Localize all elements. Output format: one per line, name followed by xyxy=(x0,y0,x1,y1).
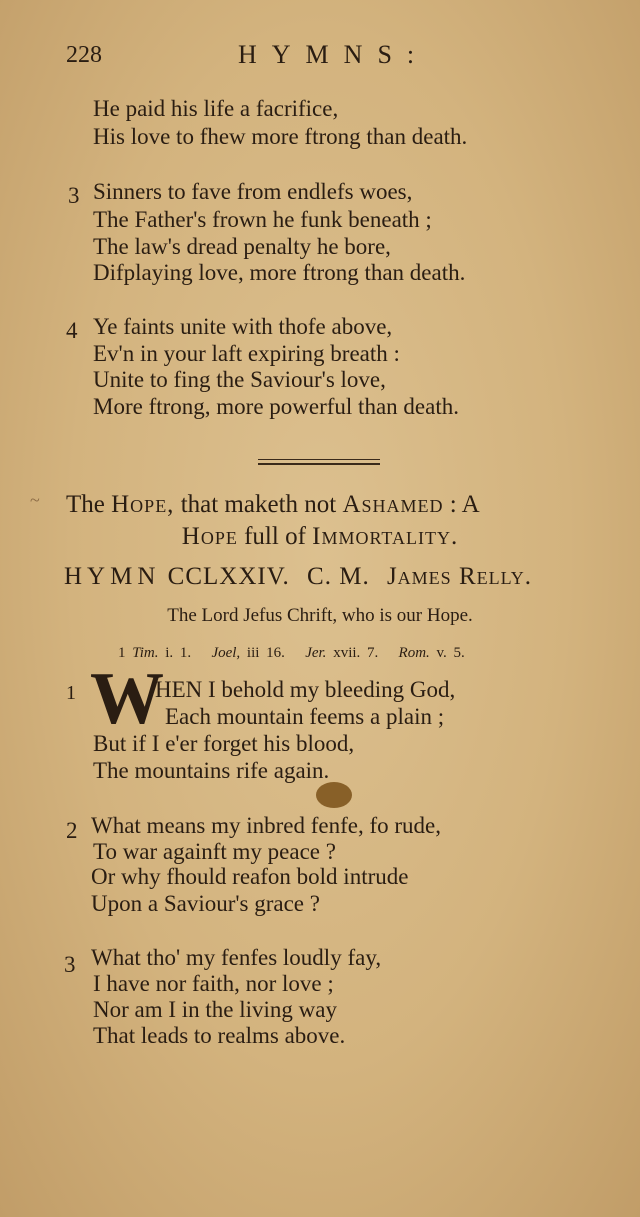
verse-line: Each mountain feems a plain ; xyxy=(165,704,445,729)
verse-line: The mountains rife again. xyxy=(93,758,330,783)
verse-line: More ftrong, more powerful than death. xyxy=(93,394,459,419)
margin-mark: ~ xyxy=(30,490,40,510)
verse-line: What tho' my fenfes loudly fay, xyxy=(91,945,382,970)
title-word-hope: Hope, xyxy=(111,491,175,518)
ref-book: Rom. xyxy=(398,645,430,661)
verse-line: Ev'n in your laft expiring breath : xyxy=(93,341,400,366)
ref-cite: iii 16. xyxy=(246,645,285,661)
section-title-line2 xyxy=(0,523,640,551)
title-word: : A xyxy=(449,491,480,518)
verse-line: The law's dread penalty he bore, xyxy=(93,234,391,259)
ref-book: Tim. xyxy=(132,645,159,661)
title-word-immortality: Immortality. xyxy=(312,523,459,550)
section-rule xyxy=(258,459,380,468)
verse-line: Ye faints unite with thofe above, xyxy=(93,314,393,339)
ref-cite: i. 1. xyxy=(165,645,192,661)
ref-cite: v. 5. xyxy=(436,645,465,661)
verse-line: Nor am I in the living way xyxy=(93,997,338,1022)
stanza-number: 4 xyxy=(66,318,78,343)
verse-line: Unite to fing the Saviour's love, xyxy=(93,367,386,392)
verse-line: I have nor faith, nor love ; xyxy=(93,971,334,996)
title-words: that maketh not xyxy=(180,491,337,518)
ref-book: Jer. xyxy=(305,645,327,661)
stanza-number: 1 xyxy=(66,682,76,704)
verse-line: That leads to realms above. xyxy=(93,1023,346,1048)
verse-line: He paid his life a facrifice, xyxy=(93,96,339,121)
scripture-references xyxy=(118,645,465,662)
verse-line: HEN I behold my bleeding God, xyxy=(155,677,456,702)
hymn-label: HYMN xyxy=(64,563,161,590)
verse-line: Upon a Saviour's grace ? xyxy=(91,891,320,916)
section-title-line1 xyxy=(66,491,480,519)
verse-line: But if I e'er forget his blood, xyxy=(93,731,355,756)
verse-line: Difplaying love, more ftrong than death. xyxy=(93,260,466,285)
verse-line: His love to fhew more ftrong than death. xyxy=(93,124,468,149)
ref-cite: xvii. 7. xyxy=(333,645,379,661)
stanza-number: 3 xyxy=(68,183,80,208)
hymn-author: James Relly. xyxy=(386,563,533,590)
stanza-number: 3 xyxy=(64,952,76,977)
title-words: full of xyxy=(244,523,306,550)
hymn-heading xyxy=(64,563,532,591)
verse-line: To war againft my peace ? xyxy=(93,839,336,864)
running-head: HYMNS: xyxy=(238,40,430,69)
ref-book: Joel, xyxy=(211,645,241,661)
drop-cap: W xyxy=(90,658,164,740)
hymn-meter: C. M. xyxy=(307,563,370,590)
verse-line: Or why fhould reafon bold intrude xyxy=(91,864,409,889)
title-word: The xyxy=(66,491,105,518)
ref-pre: 1 xyxy=(118,645,126,661)
title-word-ashamed: Ashamed xyxy=(342,491,444,518)
verse-line: Sinners to fave from endlefs woes, xyxy=(93,179,413,204)
hymn-number: CCLXXIV. xyxy=(167,563,290,590)
ink-stain xyxy=(316,782,352,808)
verse-line: What means my inbred fenfe, fo rude, xyxy=(91,813,441,838)
hymn-subtitle: The Lord Jefus Chrift, who is our Hope. xyxy=(167,605,473,626)
title-word-hope: Hope xyxy=(181,523,238,550)
stanza-number: 2 xyxy=(66,818,78,843)
page-number: 228 xyxy=(66,42,102,68)
verse-line: The Father's frown he funk beneath ; xyxy=(93,207,432,232)
